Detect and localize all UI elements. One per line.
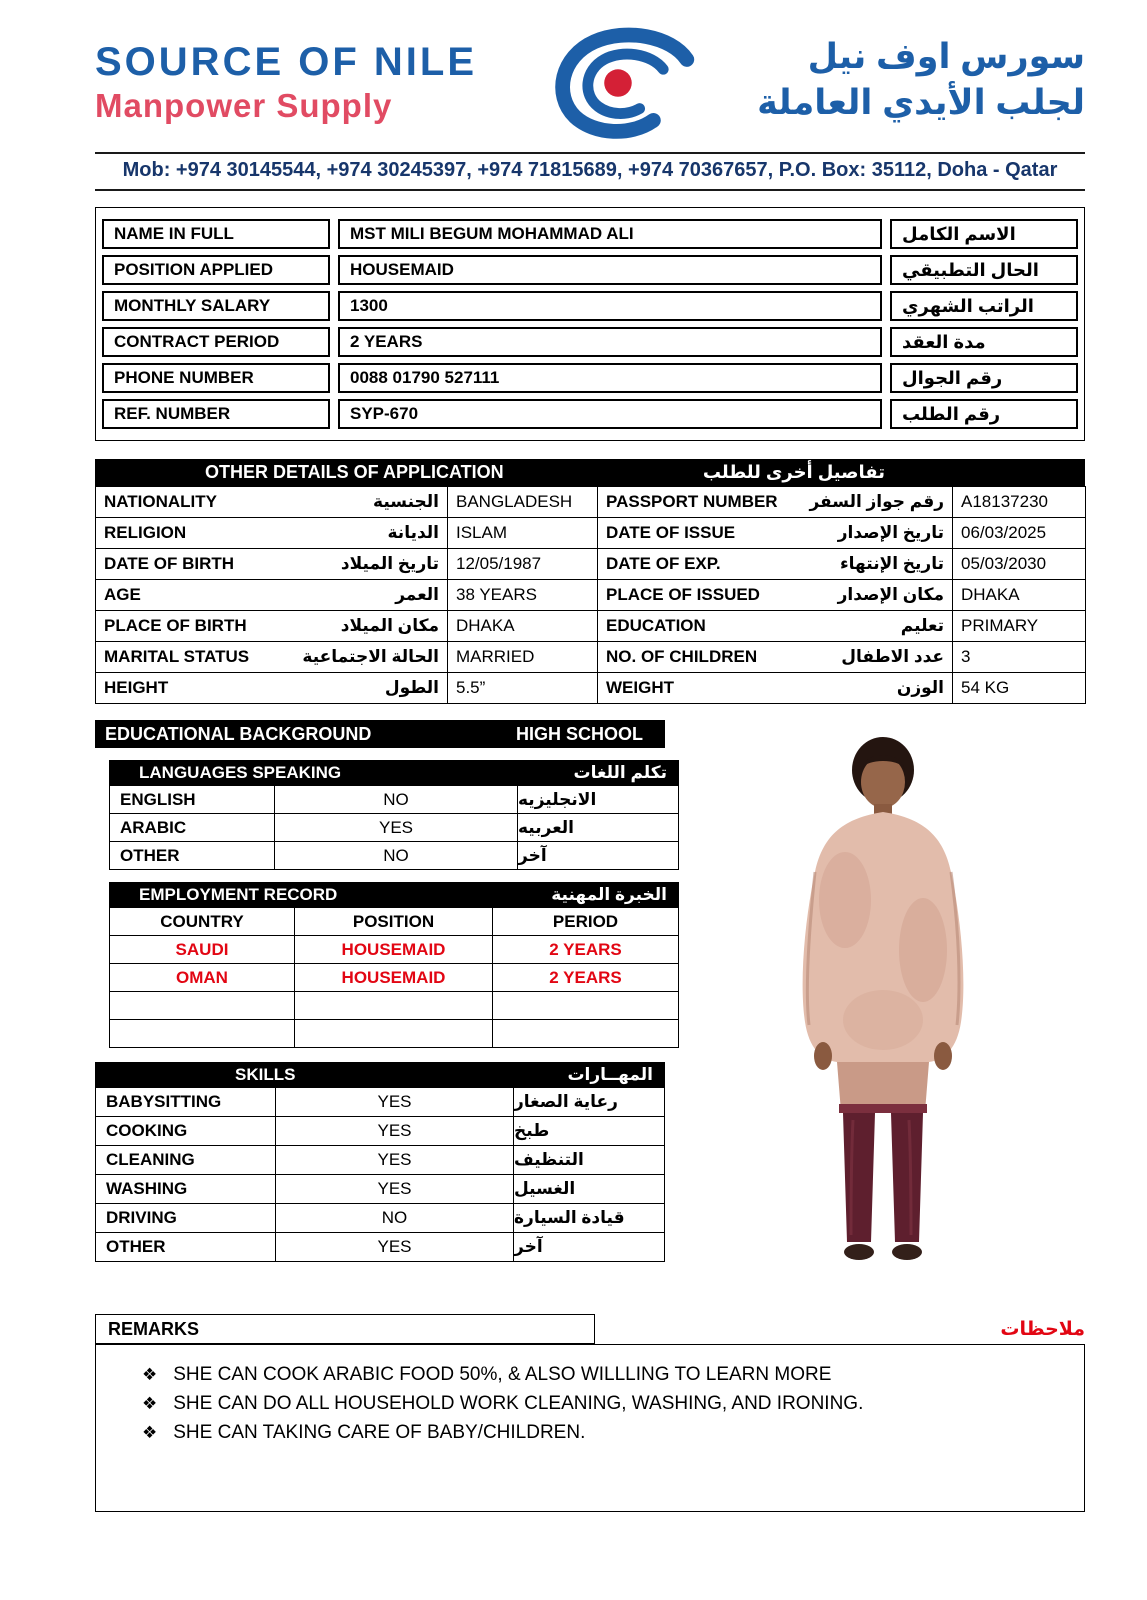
field-label: DATE OF ISSUE	[606, 523, 736, 542]
field-label-arabic: العربيه	[518, 817, 575, 837]
field-label-arabic: عدد الاطفال	[841, 647, 944, 666]
section-title: EMPLOYMENT RECORD	[139, 885, 338, 904]
field-label: NATIONALITY	[104, 492, 218, 511]
field-label: NO. OF CHILDREN	[606, 647, 758, 666]
table-row	[109, 814, 679, 842]
field-label: ENGLISH	[110, 786, 275, 813]
remark-item	[142, 1364, 1074, 1386]
country-cell	[110, 992, 295, 1019]
table-row	[96, 673, 1086, 704]
field-value: 54 KG	[953, 673, 1086, 704]
employment-record-header	[109, 882, 679, 908]
field-value: 2 YEARS	[338, 327, 882, 357]
table-row	[109, 936, 679, 964]
skills-section	[95, 1062, 665, 1262]
field-value: NO	[275, 842, 518, 869]
field-label: EDUCATIONAL BACKGROUND	[105, 723, 372, 744]
field-label: ARABIC	[110, 814, 275, 841]
field-label: WASHING	[96, 1175, 276, 1203]
remarks-header	[95, 1314, 1085, 1344]
column-header: PERIOD	[552, 911, 619, 931]
field-label-arabic: تاريخ الإنتهاء	[839, 554, 944, 573]
field-label-arabic: قيادة السيارة	[514, 1208, 625, 1227]
contact-info-bar: Mob: +974 30145544, +974 30245397, +974 71815689, +974 70367657, P.O. Box: 35112, Doha - Qatar	[95, 152, 1085, 191]
educational-background-bar	[95, 720, 665, 748]
company-header	[95, 0, 1085, 144]
field-value: BANGLADESH	[448, 487, 598, 518]
field-label: PASSPORT NUMBER	[606, 492, 778, 511]
table-row	[109, 1020, 679, 1048]
languages-header	[109, 760, 679, 786]
other-details-header	[95, 459, 1085, 486]
field-label: CONTRACT PERIOD	[102, 327, 330, 357]
section-title: LANGUAGES SPEAKING	[139, 763, 342, 782]
field-label: MARITAL STATUS	[104, 647, 250, 666]
diamond-bullet-icon: ❖	[142, 1365, 158, 1384]
table-row	[96, 549, 1086, 580]
field-label-arabic: تاريخ الإصدار	[837, 523, 944, 542]
table-row	[96, 642, 1086, 673]
remark-text: SHE CAN COOK ARABIC FOOD 50%, & ALSO WILLLING TO LEARN MORE	[173, 1364, 832, 1385]
field-label: DATE OF EXP.	[606, 554, 721, 573]
table-row	[95, 1117, 665, 1146]
remark-text: SHE CAN DO ALL HOUSEHOLD WORK CLEANING, WASHING, AND IRONING.	[173, 1393, 864, 1414]
position-cell: HOUSEMAID	[295, 936, 493, 963]
details-column	[95, 720, 680, 1300]
field-value: YES	[275, 814, 518, 841]
field-label: POSITION APPLIED	[102, 255, 330, 285]
company-tagline: Manpower Supply	[95, 87, 393, 124]
field-label: RELIGION	[104, 523, 187, 542]
field-label: MONTHLY SALARY	[102, 291, 330, 321]
table-row	[95, 1088, 665, 1117]
company-logo-icon	[522, 26, 712, 144]
field-label-arabic: مدة العقد	[890, 327, 1078, 357]
field-value: PRIMARY	[953, 611, 1086, 642]
diamond-bullet-icon: ❖	[142, 1423, 158, 1442]
field-value: 5.5”	[448, 673, 598, 704]
table-row	[96, 611, 1086, 642]
field-label-arabic: آخر	[514, 1237, 543, 1256]
table-row	[96, 518, 1086, 549]
field-label: NAME IN FULL	[102, 219, 330, 249]
field-label-arabic: رعاية الصغار	[514, 1092, 618, 1111]
other-details-section	[95, 459, 1085, 704]
field-value: 38 YEARS	[448, 580, 598, 611]
field-value: NO	[275, 786, 518, 813]
position-cell	[295, 1020, 493, 1047]
section-title: REMARKS	[95, 1314, 595, 1344]
remarks-section	[95, 1314, 1085, 1512]
field-value: YES	[276, 1117, 514, 1145]
field-label-arabic: الطول	[384, 678, 439, 697]
country-cell: SAUDI	[110, 936, 295, 963]
field-label: COOKING	[96, 1117, 276, 1145]
table-row	[109, 992, 679, 1020]
field-label-arabic: مكان الميلاد	[340, 616, 439, 635]
field-label-arabic: التنظيف	[514, 1150, 584, 1169]
period-cell	[493, 1020, 678, 1047]
field-value: YES	[276, 1146, 514, 1174]
company-logo-text-ar	[757, 26, 1085, 125]
field-label: PLACE OF ISSUED	[606, 585, 760, 604]
position-cell: HOUSEMAID	[295, 964, 493, 991]
section-title-arabic: المهــارات	[567, 1065, 653, 1084]
section-title-arabic: تفاصيل أخرى للطلب	[702, 462, 885, 482]
skills-header	[95, 1062, 665, 1088]
field-value: 1300	[338, 291, 882, 321]
employment-record-section	[109, 882, 679, 1048]
table-row	[96, 487, 1086, 518]
field-value: 3	[953, 642, 1086, 673]
section-title-arabic: تكلم اللغات	[573, 763, 667, 782]
field-value: HIGH SCHOOL	[515, 723, 643, 744]
table-row	[102, 327, 1078, 357]
field-label-arabic: رقم الجوال	[890, 363, 1078, 393]
field-value: NO	[276, 1204, 514, 1232]
field-label: EDUCATION	[606, 616, 706, 635]
languages-section	[109, 760, 679, 870]
table-row	[95, 1233, 665, 1262]
field-label: AGE	[104, 585, 141, 604]
field-label-arabic: الراتب الشهري	[890, 291, 1078, 321]
remark-item	[142, 1422, 1074, 1444]
field-value: YES	[276, 1175, 514, 1203]
diamond-bullet-icon: ❖	[142, 1394, 158, 1413]
field-value: 0088 01790 527111	[338, 363, 882, 393]
field-label-arabic: رقم الطلب	[890, 399, 1078, 429]
field-value: SYP-670	[338, 399, 882, 429]
section-title-arabic: الخبرة المهنية	[551, 885, 667, 904]
table-row	[102, 399, 1078, 429]
company-name-arabic: سورس اوف نيل	[807, 37, 1085, 76]
field-label: DRIVING	[96, 1204, 276, 1232]
field-value: DHAKA	[448, 611, 598, 642]
field-value: 06/03/2025	[953, 518, 1086, 549]
field-label: PLACE OF BIRTH	[104, 616, 247, 635]
remark-text: SHE CAN TAKING CARE OF BABY/CHILDREN.	[173, 1422, 586, 1443]
field-label: PHONE NUMBER	[102, 363, 330, 393]
table-row	[109, 842, 679, 870]
applicant-photo	[680, 720, 1085, 1300]
field-label-arabic: مكان الإصدار	[837, 585, 944, 604]
field-label: HEIGHT	[104, 678, 169, 697]
field-label-arabic: الانجليزيه	[518, 789, 597, 809]
field-label-arabic: طبخ	[514, 1121, 550, 1140]
field-label-arabic: العمر	[395, 585, 439, 604]
field-label: CLEANING	[96, 1146, 276, 1174]
field-label: DATE OF BIRTH	[104, 554, 235, 573]
field-label-arabic: الغسيل	[514, 1179, 576, 1198]
field-label-arabic: تاريخ الميلاد	[340, 554, 439, 573]
field-label: WEIGHT	[606, 678, 674, 697]
field-value: YES	[276, 1088, 514, 1116]
table-row	[102, 255, 1078, 285]
field-label-arabic: آخر	[518, 845, 547, 865]
position-cell	[295, 992, 493, 1019]
section-title-arabic: ملاحظات	[1000, 1318, 1085, 1340]
company-logo-text-en	[95, 26, 477, 125]
field-label: OTHER	[110, 842, 275, 869]
field-value: MST MILI BEGUM MOHAMMAD ALI	[338, 219, 882, 249]
section-title: SKILLS	[235, 1065, 296, 1084]
company-tagline-arabic: لجلب الأيدي العاملة	[757, 82, 1085, 122]
company-name: SOURCE OF NILE	[95, 40, 478, 84]
period-cell	[493, 992, 678, 1019]
field-label-arabic: تعليم	[900, 616, 944, 635]
period-cell: 2 YEARS	[549, 939, 622, 959]
field-value: DHAKA	[953, 580, 1086, 611]
table-row	[95, 1204, 665, 1233]
field-label-arabic: الحال التطبيقي	[890, 255, 1078, 285]
field-value: 12/05/1987	[448, 549, 598, 580]
table-row	[96, 580, 1086, 611]
applicant-summary-table	[95, 207, 1085, 441]
table-row	[109, 964, 679, 992]
remark-item	[142, 1393, 1074, 1415]
column-header: COUNTRY	[110, 908, 295, 935]
field-value: YES	[276, 1233, 514, 1261]
table-row	[102, 219, 1078, 249]
field-label-arabic: الوزن	[896, 678, 944, 697]
applicant-photo-graphic	[733, 720, 1033, 1300]
field-value: 05/03/2030	[953, 549, 1086, 580]
field-label-arabic: الحالة الاجتماعية	[302, 647, 439, 666]
table-row	[109, 786, 679, 814]
field-label-arabic: رقم جواز السفر	[809, 492, 944, 511]
table-row	[95, 1175, 665, 1204]
period-cell: 2 YEARS	[549, 967, 622, 987]
other-details-table	[95, 486, 1086, 704]
field-value: HOUSEMAID	[338, 255, 882, 285]
field-label-arabic: الاسم الكامل	[890, 219, 1078, 249]
table-header-row	[109, 908, 679, 936]
country-cell	[110, 1020, 295, 1047]
table-row	[95, 1146, 665, 1175]
field-value: ISLAM	[448, 518, 598, 549]
country-cell: OMAN	[110, 964, 295, 991]
field-value: MARRIED	[448, 642, 598, 673]
field-label: OTHER	[96, 1233, 276, 1261]
field-value: A18137230	[953, 487, 1086, 518]
column-header: POSITION	[295, 908, 493, 935]
remarks-body	[95, 1344, 1085, 1512]
table-row	[102, 291, 1078, 321]
field-label: BABYSITTING	[96, 1088, 276, 1116]
field-label-arabic: الديانة	[387, 523, 439, 542]
field-label: REF. NUMBER	[102, 399, 330, 429]
section-title: OTHER DETAILS OF APPLICATION	[205, 462, 504, 482]
table-row	[102, 363, 1078, 393]
field-label-arabic: الجنسية	[373, 492, 439, 511]
